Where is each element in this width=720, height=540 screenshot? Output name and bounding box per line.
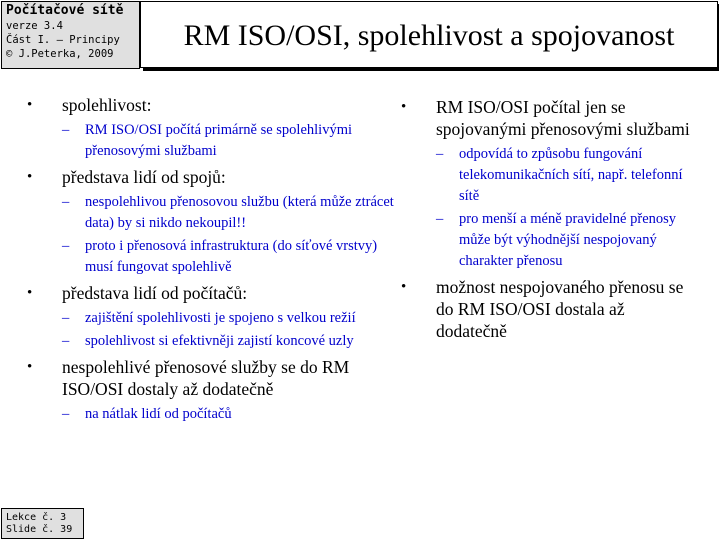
slide-title: RM ISO/OSI, spolehlivost a spojovanost [183,19,675,52]
bullet-text: RM ISO/OSI počítal jen se spojovanými přenosovými službami [436,97,690,139]
sub-bullet-text: nespolehlivou přenosovou službu (která může ztrácet data) by si nikdo nekoupil!! [85,194,394,231]
sub-bullet-item [24,192,394,234]
sub-bullet-list [24,308,394,352]
dash-icon: – [62,238,70,254]
slide-number: Slide č. 39 [6,524,73,535]
sub-bullet-list [24,120,394,162]
lecture-number: Lekce č. 3 [6,512,67,523]
right-column [398,96,698,344]
bullet-dot-icon: • [27,97,33,113]
sub-bullet-item [24,236,394,278]
dash-icon: – [436,211,444,227]
bullet-text: možnost nespojovaného přenosu se do RM ISO/OSI dostala až dodatečně [436,277,684,341]
bullet-dot-icon: • [27,169,33,185]
sub-bullet-text: na nátlak lidí od počítačů [85,406,232,422]
dash-icon: – [62,406,70,422]
sub-bullet-item [24,120,394,162]
sub-bullet-item [398,144,698,207]
dash-icon: – [62,333,70,349]
sub-bullet-item [24,308,394,329]
sub-bullet-item [24,404,394,425]
left-column [24,94,394,429]
sub-bullet-list [24,404,394,425]
bullet-item [24,94,394,116]
bullet-dot-icon: • [401,279,407,295]
version-label: verze 3.4 [6,20,63,32]
bullet-text: nespolehlivé přenosové služby se do RM ISO/OSI dostaly až dodatečně [62,357,350,399]
bullet-item [24,282,394,304]
bullet-item [24,166,394,188]
bullet-dot-icon: • [27,285,33,301]
sub-bullet-text: spolehlivost si efektivněji zajistí koncové uzly [85,333,354,349]
sub-bullet-text: zajištění spolehlivosti je spojeno s velkou režií [85,310,356,326]
sub-bullet-list [24,192,394,278]
bullet-item [24,356,394,400]
sub-bullet-list [398,144,698,272]
bullet-text: představa lidí od počítačů: [62,283,248,303]
dash-icon: – [62,310,70,326]
sub-bullet-text: odpovídá to způsobu fungování telekomunikačních sítí, např. telefonní sítě [459,146,683,204]
slide-info-box [1,508,84,539]
sub-bullet-text: proto i přenosová infrastruktura (do síťové vrstvy) musí fungovat spolehlivě [85,238,378,275]
course-info-box [1,1,140,69]
bullet-text: spolehlivost: [62,95,152,115]
sub-bullet-item [24,331,394,352]
part-label: Část I. – Principy [6,34,120,46]
bullet-item [398,276,698,342]
course-name: Počítačové sítě [6,3,124,18]
title-box [140,1,718,68]
copyright-label: © J.Peterka, 2009 [6,48,114,60]
dash-icon: – [436,146,444,162]
bullet-text: představa lidí od spojů: [62,167,226,187]
sub-bullet-text: pro menší a méně pravidelné přenosy může být výhodnější nespojovaný charakter přenosu [459,211,677,269]
bullet-item [398,96,698,140]
bullet-dot-icon: • [401,99,407,115]
dash-icon: – [62,122,70,138]
sub-bullet-item [398,209,698,272]
bullet-dot-icon: • [27,359,33,375]
sub-bullet-text: RM ISO/OSI počítá primárně se spolehlivými přenosovými službami [85,122,353,159]
dash-icon: – [62,194,70,210]
